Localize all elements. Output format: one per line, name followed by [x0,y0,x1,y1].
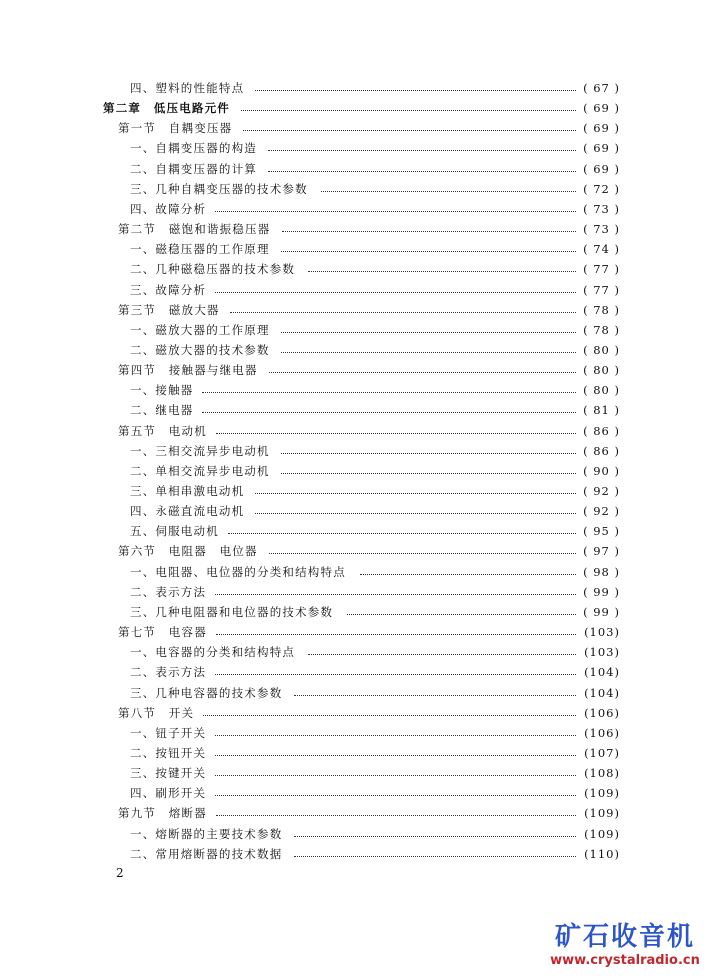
leader-dots [230,300,576,313]
toc-entry-page: (106) [584,725,620,740]
leader-dots [281,320,576,333]
toc-entry-title: 第二节 磁饱和谐振稳压器 [118,222,271,237]
toc-entry-title: 第六节 电阻器 电位器 [118,544,258,559]
leader-dots [268,138,576,151]
toc-entry[interactable] [118,622,620,642]
toc-entry-title: 二、几种磁稳压器的技术参数 [130,262,296,277]
toc-entry-title: 第五节 电动机 [118,423,207,438]
toc-entry-page: ( 92 ) [583,484,620,498]
toc-entry-title: 一、自耦变压器的构造 [130,141,257,156]
toc-entry-title: 第七节 电容器 [118,625,207,640]
toc-entry-page: ( 80 ) [583,363,620,378]
toc-entry[interactable] [118,703,620,723]
toc-entry-title: 二、继电器 [130,403,194,418]
toc-entry-page: ( 90 ) [583,463,620,478]
toc-entry[interactable] [130,642,620,662]
toc-entry-title: 五、伺服电动机 [130,524,219,539]
toc-entry[interactable] [130,723,620,743]
toc-entry-title: 一、磁稳压器的工作原理 [130,242,270,257]
toc-entry[interactable] [130,461,620,481]
toc-entry-title: 一、电容器的分类和结构特点 [130,645,296,660]
toc-entry-title: 一、电阻器、电位器的分类和结构特点 [130,564,346,579]
toc-entry-title: 一、熔断器的主要技术参数 [130,826,283,841]
toc-entry[interactable] [118,421,620,441]
toc-entry[interactable] [130,824,620,844]
toc-entry-title: 一、接触器 [130,383,194,398]
leader-dots [215,763,576,776]
toc-entry-title: 三、几种电容器的技术参数 [130,685,283,700]
toc-entry[interactable] [130,521,620,541]
toc-entry-title: 一、磁放大器的工作原理 [130,322,270,337]
leader-dots [215,280,576,293]
leader-dots [281,461,576,474]
toc-entry[interactable] [118,118,620,138]
toc-entry-title: 四、塑料的性能特点 [130,81,245,95]
leader-dots [243,118,576,131]
toc-entry-page: ( 92 ) [583,504,620,519]
toc-entry-title: 第九节 熔断器 [118,806,207,821]
toc-entry-page: ( 86 ) [583,423,620,438]
toc-entry[interactable] [130,78,620,98]
toc-entry[interactable] [130,562,620,582]
toc-entry-page: (110) [584,846,620,861]
page-number: 2 [116,866,124,880]
toc-entry[interactable] [130,602,620,622]
toc-entry[interactable] [130,763,620,783]
leader-dots [268,159,576,172]
toc-entry-page: (108) [584,766,620,781]
toc-entry-page: ( 69 ) [583,121,620,136]
leader-dots [202,400,576,413]
leader-dots [215,723,576,736]
toc-entry-page: ( 77 ) [583,262,620,277]
watermark-brand: 矿石收音机 [554,922,695,952]
toc-entry-title: 二、表示方法 [130,665,207,680]
toc-entry-title: 二、磁放大器的技术参数 [130,342,270,357]
toc-entry-page: (106) [584,705,620,720]
leader-dots [202,380,576,393]
leader-dots [255,481,576,494]
toc-entry-title: 二、表示方法 [130,584,207,599]
toc-entry[interactable] [130,259,620,279]
toc-entry[interactable] [130,441,620,461]
toc-entry-page: ( 95 ) [583,524,620,539]
leader-dots [216,421,576,434]
toc-entry-page: ( 97 ) [583,544,620,559]
leader-dots [269,360,576,373]
toc-entry[interactable] [130,179,620,199]
toc-entry[interactable] [130,582,620,602]
toc-entry-title: 二、按钮开关 [130,745,207,760]
leader-dots [228,521,576,534]
toc-entry[interactable] [130,380,620,400]
toc-entry-title: 三、几种电阻器和电位器的技术参数 [130,604,334,619]
toc-entry[interactable] [130,400,620,420]
toc-entry[interactable] [130,683,620,703]
toc-entry-page: (109) [584,826,620,841]
leader-dots [269,541,576,554]
leader-dots [308,259,576,272]
leader-dots [281,340,576,353]
leader-dots [216,622,576,635]
toc-entry[interactable] [130,501,620,521]
toc-entry-page: ( 81 ) [583,403,620,418]
leader-dots [255,78,576,91]
toc-entry-title: 二、单相交流异步电动机 [130,463,270,478]
toc-entry-page: (104) [584,685,620,700]
toc-entry-title: 四、永磁直流电动机 [130,504,245,519]
toc-entry-title: 第八节 开关 [118,705,195,720]
leader-dots [255,501,576,514]
leader-dots [281,239,576,252]
toc-entry[interactable] [130,280,620,300]
toc-entry-title: 三、按键开关 [130,766,207,781]
toc-entry-page: ( 69 ) [583,101,620,116]
toc-entry-page: ( 69 ) [583,161,620,176]
toc-entry[interactable] [130,481,620,501]
leader-dots [294,844,576,857]
toc-entry-title: 第三节 磁放大器 [118,302,220,317]
toc-entry-page: (107) [584,745,620,760]
toc-entry[interactable] [118,219,620,239]
toc-entry-page: ( 78 ) [583,302,620,317]
leader-dots [215,199,576,212]
toc-entry[interactable] [130,159,620,179]
leader-dots [321,179,576,192]
leader-dots [294,824,576,837]
toc-entry[interactable] [118,360,620,380]
watermark [540,922,710,970]
toc-entry-title: 第一节 自耦变压器 [118,121,233,136]
leader-dots [360,562,576,575]
toc-entry-page: ( 98 ) [583,564,620,579]
leader-dots [215,582,576,595]
toc-entry-title: 四、故障分析 [130,201,207,216]
toc-entry[interactable] [130,844,620,864]
toc-entry-title: 二、常用熔断器的技术数据 [130,846,283,861]
toc-entry-page: ( 78 ) [583,322,620,337]
leader-dots [282,219,576,232]
toc-entry-title: 一、钮子开关 [130,725,207,740]
toc-entry[interactable] [130,320,620,340]
toc-entry-page: (109) [584,806,620,821]
toc-entry-page: ( 73 ) [583,222,620,237]
toc-entry-title: 三、几种自耦变压器的技术参数 [130,181,308,196]
toc-entry[interactable] [130,199,620,219]
leader-dots [216,803,576,816]
toc-entry-page: (103) [584,645,620,660]
leader-dots [203,703,576,716]
toc-entry[interactable] [130,783,620,803]
toc-entry-title: 一、三相交流异步电动机 [130,443,270,458]
toc-entry[interactable] [118,541,620,561]
toc-entry-page: (104) [584,665,620,680]
toc-entry-page: (103) [584,625,620,640]
toc-entry-title: 四、刷形开关 [130,786,207,801]
toc-entry[interactable] [130,340,620,360]
toc-entry[interactable] [103,98,620,118]
toc-entry-page: ( 99 ) [583,604,620,619]
toc-entry[interactable] [118,300,620,320]
toc-entry-page: ( 72 ) [583,181,620,196]
toc-entry[interactable] [130,239,620,259]
toc-entry-page: ( 80 ) [583,383,620,398]
leader-dots [215,743,576,756]
leader-dots [215,783,576,796]
watermark-url: www.crystalradio.cn [550,953,700,968]
leader-dots [308,642,576,655]
toc-entry-title: 第四节 接触器与继电器 [118,363,258,378]
toc-entry-title: 三、故障分析 [130,282,207,297]
leader-dots [241,98,576,111]
toc-entry[interactable] [118,803,620,823]
toc-entry-page: ( 86 ) [583,443,620,458]
toc-entry[interactable] [130,743,620,763]
leader-dots [294,683,576,696]
toc-entry[interactable] [130,138,620,158]
toc-entry-page: ( 67 ) [583,81,620,95]
toc-entry-title: 二、自耦变压器的计算 [130,161,257,176]
leader-dots [281,441,576,454]
toc-entry-page: ( 69 ) [583,141,620,156]
toc-entry[interactable] [130,662,620,682]
toc-entry-title: 三、单相串激电动机 [130,484,245,498]
toc-entry-title: 第二章 低压电路元件 [103,101,230,116]
toc-entry-page: (109) [584,786,620,801]
leader-dots [347,602,576,615]
toc-entry-page: ( 77 ) [583,282,620,297]
toc-entry-page: ( 74 ) [583,242,620,257]
leader-dots [215,662,576,675]
toc-entry-page: ( 80 ) [583,342,620,357]
toc-entry-page: ( 73 ) [583,201,620,216]
toc-entry-page: ( 99 ) [583,584,620,599]
